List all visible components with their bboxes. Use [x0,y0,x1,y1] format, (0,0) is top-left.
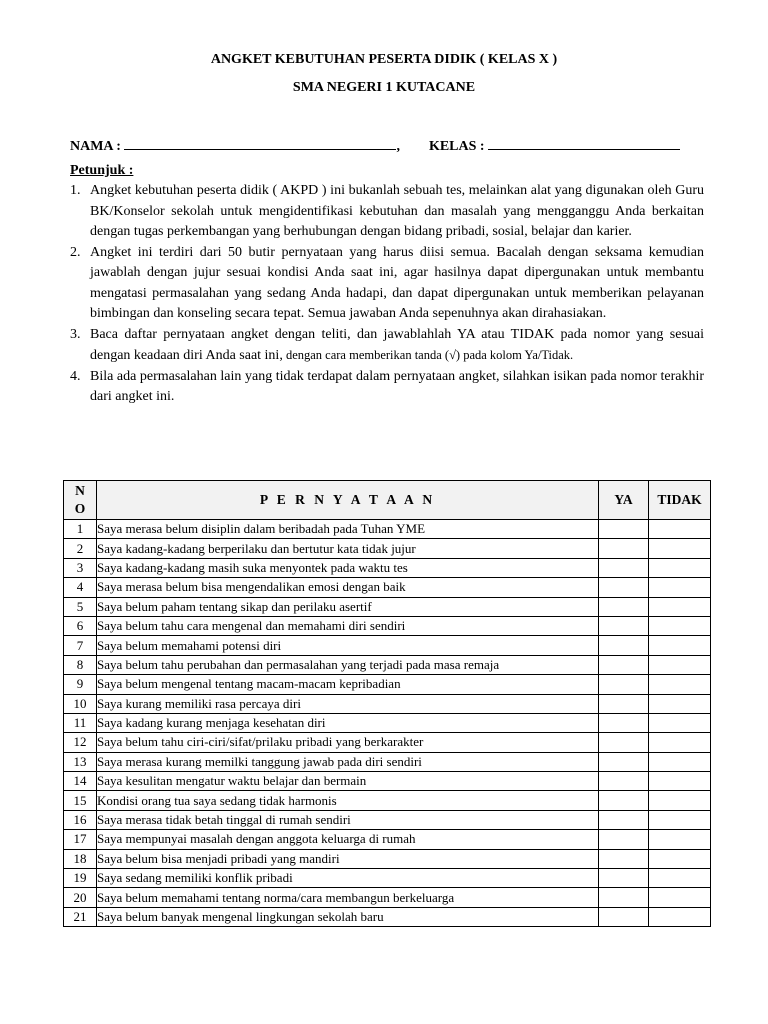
row-number: 4 [64,578,97,597]
row-statement: Saya sedang memiliki konflik pribadi [97,869,599,888]
tidak-checkbox-cell[interactable] [649,888,711,907]
row-number: 7 [64,636,97,655]
row-number: 12 [64,733,97,752]
ya-checkbox-cell[interactable] [599,791,649,810]
tidak-checkbox-cell[interactable] [649,558,711,577]
instruction-text: Bila ada permasalahan lain yang tidak terdapat dalam pernyataan angket, silahkan isikan pada nomor terakhir dari angket ini. [90,368,704,404]
survey-table [63,480,711,927]
row-statement: Saya belum memahami potensi diri [97,636,599,655]
nama-suffix: , [396,139,400,154]
row-statement: Saya belum tahu ciri-ciri/sifat/prilaku pribadi yang berkarakter [97,733,599,752]
ya-checkbox-cell[interactable] [599,520,649,539]
survey-body [64,520,711,927]
row-statement: Saya belum paham tentang sikap dan perilaku asertif [97,597,599,616]
row-number: 21 [64,907,97,926]
identity-line [70,137,680,155]
tidak-checkbox-cell[interactable] [649,539,711,558]
row-number: 2 [64,539,97,558]
table-row [64,539,711,558]
row-number: 3 [64,558,97,577]
tidak-checkbox-cell[interactable] [649,616,711,635]
row-statement: Saya belum bisa menjadi pribadi yang mandiri [97,849,599,868]
header-no: N O [64,481,97,520]
header-ya: YA [599,481,649,520]
ya-checkbox-cell[interactable] [599,655,649,674]
ya-checkbox-cell[interactable] [599,733,649,752]
ya-checkbox-cell[interactable] [599,810,649,829]
table-row [64,830,711,849]
row-statement: Saya belum mengenal tentang macam-macam kepribadian [97,675,599,694]
table-row [64,578,711,597]
row-number: 14 [64,772,97,791]
instruction-number: 2. [70,244,81,260]
table-row [64,713,711,732]
header-tidak: TIDAK [649,481,711,520]
tidak-checkbox-cell[interactable] [649,810,711,829]
kelas-label: KELAS : [428,139,485,154]
ya-checkbox-cell[interactable] [599,675,649,694]
ya-checkbox-cell[interactable] [599,597,649,616]
tidak-checkbox-cell[interactable] [649,869,711,888]
header-statement: P E R N Y A T A A N [97,481,599,520]
row-statement: Saya belum tahu perubahan dan permasalahan yang terjadi pada masa remaja [97,655,599,674]
row-number: 13 [64,752,97,771]
instruction-number: 3. [70,326,81,342]
table-row [64,752,711,771]
tidak-checkbox-cell[interactable] [649,520,711,539]
table-row [64,869,711,888]
table-row [64,597,711,616]
tidak-checkbox-cell[interactable] [649,713,711,732]
instruction-number: 4. [70,368,81,384]
instruction-item [70,325,704,367]
table-row [64,558,711,577]
document-title: ANGKET KEBUTUHAN PESERTA DIDIK ( KELAS X ) [210,52,558,67]
row-number: 10 [64,694,97,713]
instruction-text: Angket ini terdiri dari 50 butir pernyataan yang harus diisi semua. Bacalah dengan seksama kemudian jawablah dengan jujur sesuai kondisi Anda saat ini, agar hasilnya dapat dipergunakan untuk membantu mengatasi permasalahan yang sedang Anda hadapi, dan dapat dipergunakan untuk memberikan pelayanan bimbingan dan konseling secara tepat. Semua jawaban Anda sepenuhnya akan dirahasiakan. [90,244,704,321]
tidak-checkbox-cell[interactable] [649,907,711,926]
instruction-item [70,367,704,408]
row-statement: Saya kesulitan mengatur waktu belajar dan bermain [97,772,599,791]
row-statement: Saya kadang kurang menjaga kesehatan diri [97,713,599,732]
ya-checkbox-cell[interactable] [599,849,649,868]
ya-checkbox-cell[interactable] [599,830,649,849]
nama-blank-field[interactable] [124,137,396,150]
ya-checkbox-cell[interactable] [599,888,649,907]
school-name: SMA NEGERI 1 KUTACANE [292,80,476,95]
tidak-checkbox-cell[interactable] [649,830,711,849]
table-row [64,675,711,694]
table-row [64,636,711,655]
ya-checkbox-cell[interactable] [599,772,649,791]
ya-checkbox-cell[interactable] [599,558,649,577]
ya-checkbox-cell[interactable] [599,752,649,771]
tidak-checkbox-cell[interactable] [649,636,711,655]
row-number: 5 [64,597,97,616]
tidak-checkbox-cell[interactable] [649,772,711,791]
tidak-checkbox-cell[interactable] [649,752,711,771]
table-row [64,849,711,868]
ya-checkbox-cell[interactable] [599,869,649,888]
table-row [64,520,711,539]
kelas-blank-field[interactable] [488,137,680,150]
table-row [64,694,711,713]
row-number: 6 [64,616,97,635]
ya-checkbox-cell[interactable] [599,616,649,635]
instruction-item [70,243,704,325]
row-number: 18 [64,849,97,868]
table-row [64,810,711,829]
row-statement: Saya kadang-kadang berperilaku dan bertutur kata tidak jujur [97,539,599,558]
table-row [64,616,711,635]
ya-checkbox-cell[interactable] [599,539,649,558]
row-statement: Saya kadang-kadang masih suka menyontek pada waktu tes [97,558,599,577]
tidak-checkbox-cell[interactable] [649,675,711,694]
row-number: 20 [64,888,97,907]
tidak-checkbox-cell[interactable] [649,655,711,674]
tidak-checkbox-cell[interactable] [649,791,711,810]
row-statement: Saya belum memahami tentang norma/cara membangun berkeluarga [97,888,599,907]
tidak-checkbox-cell[interactable] [649,578,711,597]
row-number: 19 [64,869,97,888]
row-statement: Kondisi orang tua saya sedang tidak harmonis [97,791,599,810]
tidak-checkbox-cell[interactable] [649,694,711,713]
row-number: 16 [64,810,97,829]
instruction-item [70,181,704,243]
nama-label: NAMA : [70,139,121,154]
ya-checkbox-cell[interactable] [599,636,649,655]
row-statement: Saya merasa tidak betah tinggal di rumah sendiri [97,810,599,829]
table-row [64,772,711,791]
row-statement: Saya merasa belum disiplin dalam beribadah pada Tuhan YME [97,520,599,539]
table-row [64,655,711,674]
instruction-text: Angket kebutuhan peserta didik ( AKPD ) ini bukanlah sebuah tes, melainkan alat yang digunakan oleh Guru BK/Konselor sekolah untuk mengidentifikasi kebutuhan dan masalah yang mengganggu Anda berkaitan dengan tugas perkembangan yang berhubungan dengan bidang pribadi, sosial, belajar dan karier. [90,183,704,239]
row-number: 9 [64,675,97,694]
table-row [64,733,711,752]
row-number: 17 [64,830,97,849]
table-row [64,791,711,810]
instruction-note: dengan cara memberikan tanda (√) pada kolom Ya/Tidak. [282,348,574,362]
ya-checkbox-cell[interactable] [599,578,649,597]
instructions-list [70,181,704,408]
tidak-checkbox-cell[interactable] [649,733,711,752]
ya-checkbox-cell[interactable] [599,694,649,713]
tidak-checkbox-cell[interactable] [649,597,711,616]
tidak-checkbox-cell[interactable] [649,849,711,868]
row-statement: Saya merasa kurang memilki tanggung jawab pada diri sendiri [97,752,599,771]
row-number: 11 [64,713,97,732]
row-statement: Saya belum tahu cara mengenal dan memahami diri sendiri [97,616,599,635]
ya-checkbox-cell[interactable] [599,907,649,926]
instruction-number: 1. [70,183,81,198]
table-row [64,907,711,926]
row-statement: Saya merasa belum bisa mengendalikan emosi dengan baik [97,578,599,597]
row-number: 1 [64,520,97,539]
row-statement: Saya belum banyak mengenal lingkungan sekolah baru [97,907,599,926]
ya-checkbox-cell[interactable] [599,713,649,732]
row-number: 15 [64,791,97,810]
row-number: 8 [64,655,97,674]
instructions-heading: Petunjuk : [70,163,134,178]
table-row [64,888,711,907]
row-statement: Saya kurang memiliki rasa percaya diri [97,694,599,713]
row-statement: Saya mempunyai masalah dengan anggota keluarga di rumah [97,830,599,849]
table-header-row [64,481,711,520]
instruction-text: Baca daftar pernyataan angket dengan teliti, dan jawablahlah YA atau TIDAK pada nomor yang sesuai dengan keadaan diri Anda saat ini, [90,326,704,363]
